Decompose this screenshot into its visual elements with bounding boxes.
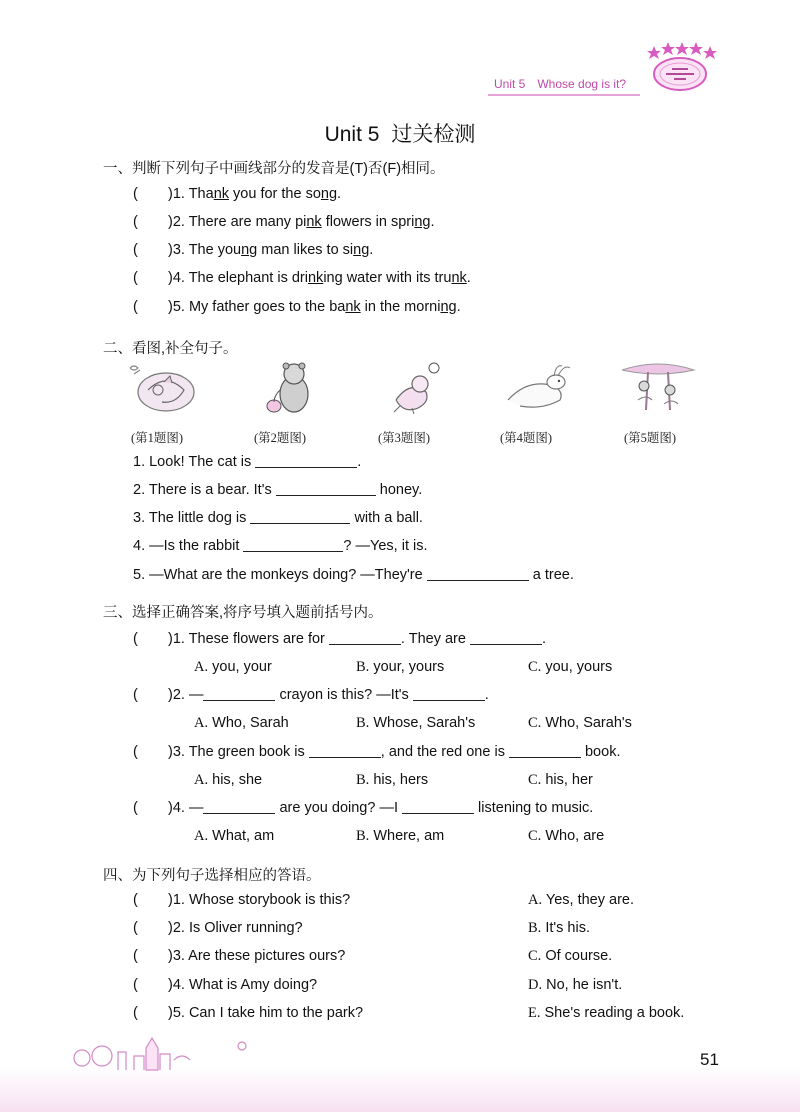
question: )4. What is Amy doing?	[168, 977, 318, 993]
answer-paren: (	[133, 214, 138, 230]
title-unit: Unit 5	[324, 123, 380, 146]
question: )2. Is Oliver running?	[168, 920, 303, 936]
option-a[interactable]: A. you, your	[194, 659, 272, 675]
answer-paren: (	[133, 892, 138, 908]
fill-blank[interactable]	[243, 538, 343, 552]
sentence: )4. The elephant is drinking water with its trunk.	[168, 270, 471, 286]
section2-item: 3. The little dog is with a ball.	[133, 510, 423, 526]
option-a[interactable]: A. his, she	[194, 772, 263, 788]
question: )1. These flowers are for . They are .	[168, 631, 546, 647]
option-b[interactable]: B. his, hers	[356, 772, 429, 788]
answer-option[interactable]: D. No, he isn't.	[528, 977, 623, 993]
answer-paren: (	[133, 631, 138, 647]
page-title	[0, 118, 800, 148]
option-c[interactable]: C. Who, are	[528, 828, 605, 844]
publisher-badge-icon	[636, 36, 720, 96]
dog-playing-ball-picture	[376, 360, 456, 416]
section2-item: 1. Look! The cat is .	[133, 454, 362, 470]
option-b[interactable]: B. Where, am	[356, 828, 445, 844]
picture-caption: (第2题图)	[254, 431, 307, 445]
fill-blank[interactable]	[255, 454, 357, 468]
option-b[interactable]: B. Whose, Sarah's	[356, 715, 476, 731]
option-a[interactable]: A. What, am	[194, 828, 275, 844]
fill-blank[interactable]	[413, 687, 485, 701]
sentence: )2. There are many pink flowers in spring.	[168, 214, 435, 230]
answer-paren: (	[133, 186, 138, 202]
footer-band	[0, 1066, 800, 1112]
section1-heading: 一、判断下列句子中画线部分的发音是(T)否(F)相同。	[103, 161, 445, 177]
answer-option[interactable]: C. Of course.	[528, 948, 613, 964]
question: )2. — crayon is this? —It's .	[168, 687, 489, 703]
sentence: )5. My father goes to the bank in the morning.	[168, 299, 461, 315]
section3-heading: 三、选择正确答案,将序号填入题前括号内。	[103, 605, 383, 621]
fill-blank[interactable]	[509, 744, 581, 758]
fill-blank[interactable]	[276, 482, 376, 496]
fill-blank[interactable]	[250, 510, 350, 524]
rabbit-jumping-picture	[500, 360, 580, 416]
castle-decoration-icon	[62, 1026, 262, 1072]
picture-caption: (第4题图)	[500, 431, 553, 445]
sentence: )1. Thank you for the song.	[168, 186, 342, 202]
fill-blank[interactable]	[470, 631, 542, 645]
question: )3. The green book is , and the red one is book.	[168, 744, 621, 760]
section2-item: 2. There is a bear. It's honey.	[133, 482, 423, 498]
answer-paren: (	[133, 977, 138, 993]
picture-caption: (第3题图)	[378, 431, 431, 445]
answer-paren: (	[133, 948, 138, 964]
sentence: )3. The young man likes to sing.	[168, 242, 374, 258]
answer-paren: (	[133, 299, 138, 315]
header-unit: Unit 5	[494, 77, 526, 91]
section2-heading: 二、看图,补全句子。	[103, 341, 238, 357]
title-label: 过关检测	[391, 123, 476, 146]
fill-blank[interactable]	[402, 800, 474, 814]
header-topic: Whose dog is it?	[537, 77, 627, 91]
option-a[interactable]: A. Who, Sarah	[194, 715, 289, 731]
answer-paren: (	[133, 242, 138, 258]
header-rule	[488, 94, 640, 96]
section4-heading: 四、为下列句子选择相应的答语。	[103, 868, 321, 884]
answer-paren: (	[133, 920, 138, 936]
answer-paren: (	[133, 687, 138, 703]
option-b[interactable]: B. your, yours	[356, 659, 445, 675]
fill-blank[interactable]	[427, 567, 529, 581]
fill-blank[interactable]	[329, 631, 401, 645]
answer-paren: (	[133, 744, 138, 760]
answer-paren: (	[133, 270, 138, 286]
bear-eating-honey-picture	[250, 360, 330, 416]
fill-blank[interactable]	[309, 744, 381, 758]
picture-caption: (第1题图)	[131, 431, 184, 445]
picture-caption: (第5题图)	[624, 431, 677, 445]
fill-blank[interactable]	[203, 687, 275, 701]
question: )4. — are you doing? —I listening to music.	[168, 800, 594, 816]
question: )5. Can I take him to the park?	[168, 1005, 364, 1021]
section2-item: 5. —What are the monkeys doing? —They're a tree.	[133, 567, 574, 583]
cat-sleeping-picture	[124, 360, 204, 416]
answer-option[interactable]: E. She's reading a book.	[528, 1005, 685, 1021]
running-header	[494, 77, 626, 91]
question: )3. Are these pictures ours?	[168, 948, 346, 964]
option-c[interactable]: C. Who, Sarah's	[528, 715, 632, 731]
monkeys-climbing-tree-picture	[618, 360, 698, 416]
answer-option[interactable]: B. It's his.	[528, 920, 590, 936]
page-number: 51	[700, 1050, 719, 1069]
section2-item: 4. —Is the rabbit ? —Yes, it is.	[133, 538, 428, 554]
question: )1. Whose storybook is this?	[168, 892, 351, 908]
option-c[interactable]: C. you, yours	[528, 659, 613, 675]
fill-blank[interactable]	[203, 800, 275, 814]
answer-paren: (	[133, 800, 138, 816]
answer-paren: (	[133, 1005, 138, 1021]
answer-option[interactable]: A. Yes, they are.	[528, 892, 635, 908]
option-c[interactable]: C. his, her	[528, 772, 593, 788]
